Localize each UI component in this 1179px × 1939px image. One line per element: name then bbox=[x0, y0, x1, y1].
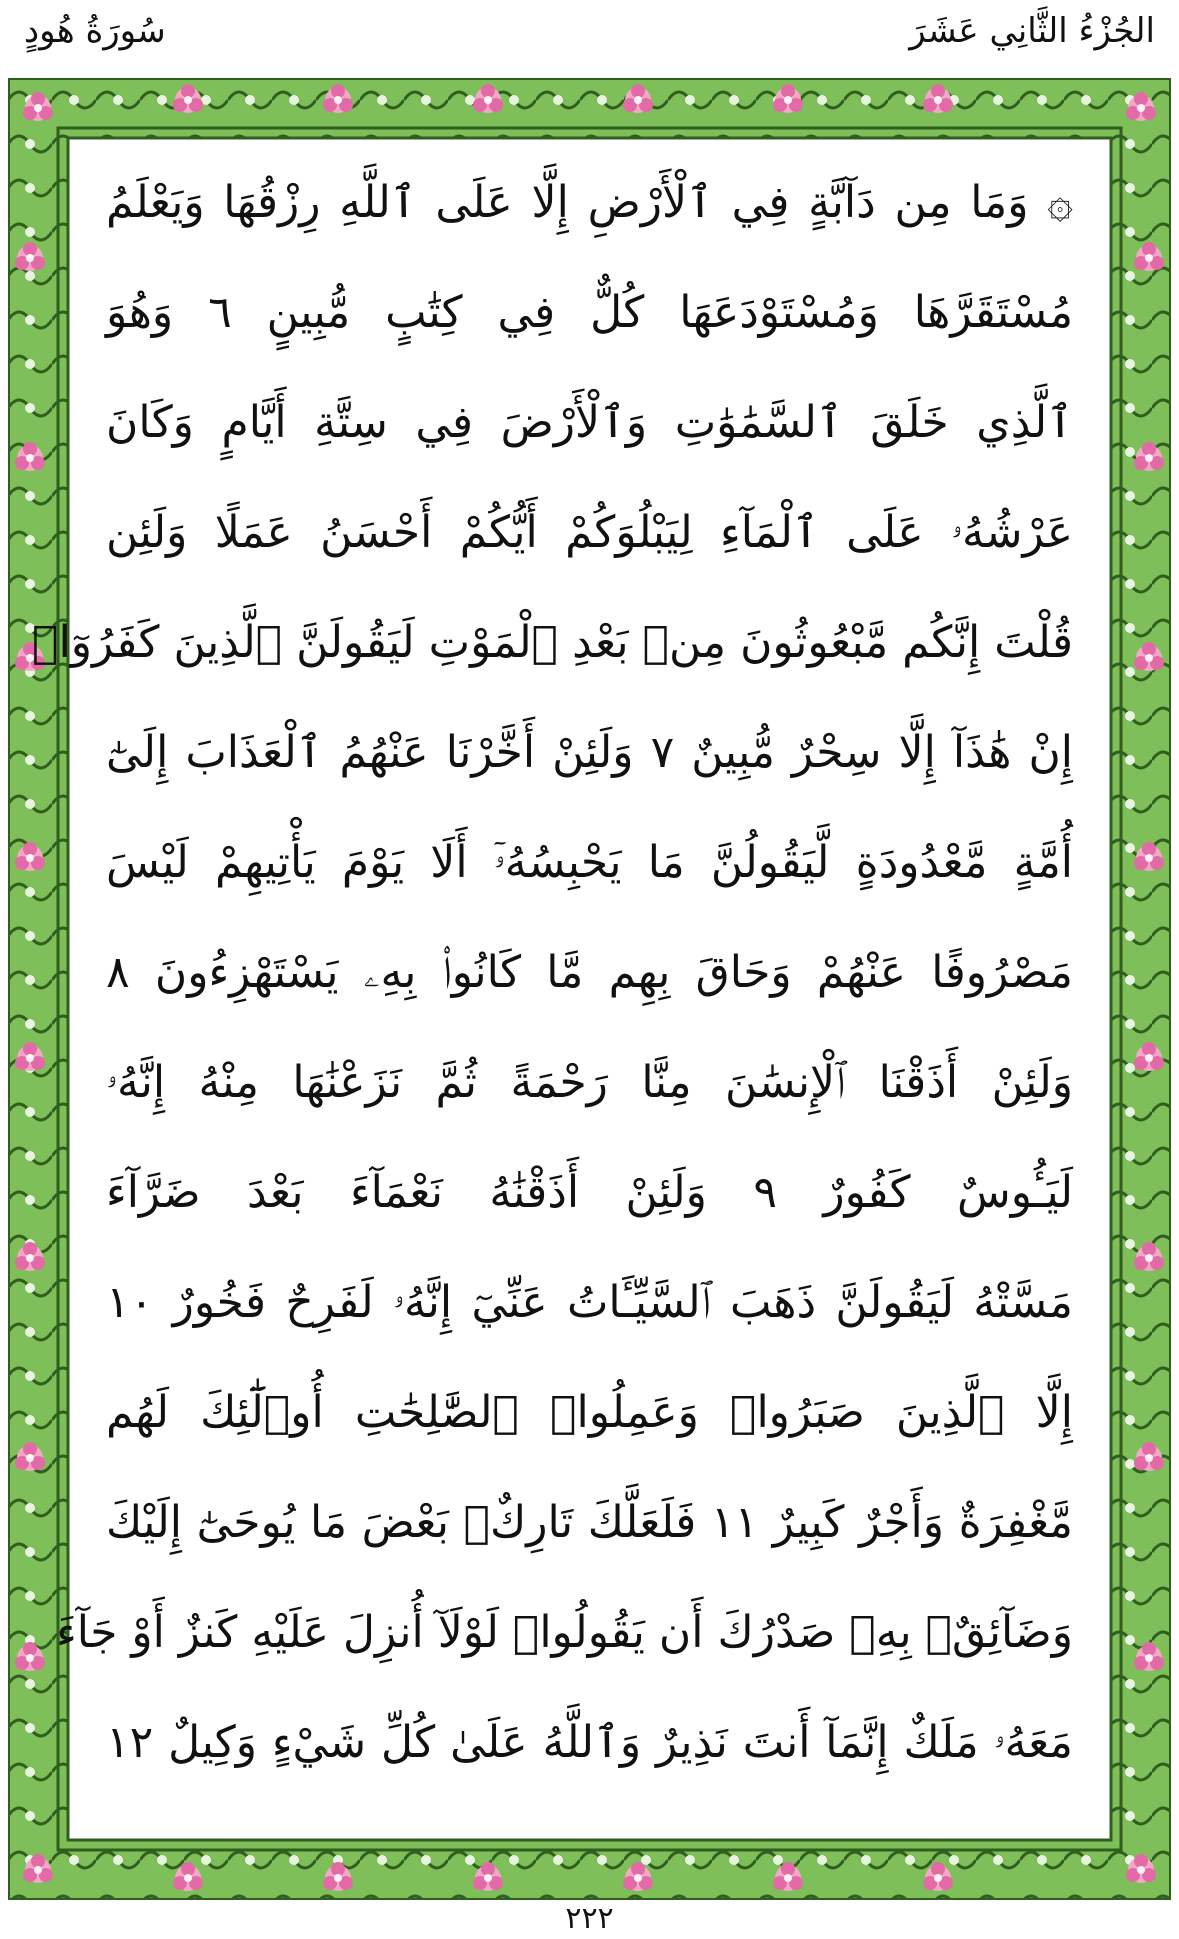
text-line: مَسَّتْهُ لَيَقُولَنَّ ذَهَبَ ٱلسَّيِّـَٔاتُ عَنِّيٓ إِنَّهُۥ لَفَرِحٌ فَخُورٌ ١٠ bbox=[106, 1277, 1073, 1328]
text-line: ۞ وَمَا مِن دَآبَّةٍ فِي ٱلْأَرْضِ إِلَّا عَلَى ٱللَّهِ رِزْقُهَا وَيَعْلَمُ bbox=[106, 177, 1073, 228]
text-line: إِنْ هَٰذَآ إِلَّا سِحْرٌ مُّبِينٌ ٧ وَلَئِنْ أَخَّرْنَا عَنْهُمُ ٱلْعَذَابَ إِلَىٰٓ bbox=[106, 727, 1073, 778]
text-line: أُمَّةٍ مَّعْدُودَةٍ لَّيَقُولُنَّ مَا يَحْبِسُهُۥٓ أَلَا يَوْمَ يَأْتِيهِمْ لَيْسَ bbox=[106, 837, 1073, 888]
text-line: وَلَئِنْ أَذَقْنَا ٱلْإِنسَٰنَ مِنَّا رَحْمَةً ثُمَّ نَزَعْنَٰهَا مِنْهُ إِنَّهُۥ bbox=[106, 1057, 1073, 1108]
text-line: قُلْتَ إِنَّكُم مَّبْعُوثُونَ مِنۢ بَعْدِ ٱلْمَوْتِ لَيَقُولَنَّ ٱلَّذِينَ كَفَرُوٓا۟ bbox=[32, 617, 1073, 668]
page-number: ٢٢٢ bbox=[565, 1901, 614, 1936]
text-line: عَرْشُهُۥ عَلَى ٱلْمَآءِ لِيَبْلُوَكُمْ أَيُّكُمْ أَحْسَنُ عَمَلًا وَلَئِن bbox=[106, 507, 1073, 558]
surah-title: سُورَةُ هُودٍ bbox=[24, 11, 166, 51]
text-line: وَضَآئِقٌۢ بِهِۦ صَدْرُكَ أَن يَقُولُوا۟ لَوْلَآ أُنزِلَ عَلَيْهِ كَنزٌ أَوْ جَآءَ bbox=[56, 1607, 1073, 1658]
text-line: مَعَهُۥ مَلَكٌ إِنَّمَآ أَنتَ نَذِيرٌ وَٱللَّهُ عَلَىٰ كُلِّ شَيْءٍ وَكِيلٌ ١٢ bbox=[106, 1717, 1073, 1768]
text-line: مَّغْفِرَةٌ وَأَجْرٌ كَبِيرٌ ١١ فَلَعَلَّكَ تَارِكٌۢ بَعْضَ مَا يُوحَىٰٓ إِلَيْكَ bbox=[106, 1497, 1073, 1548]
text-line: إِلَّا ٱلَّذِينَ صَبَرُوا۟ وَعَمِلُوا۟ ٱلصَّٰلِحَٰتِ أُو۟لَٰٓئِكَ لَهُم bbox=[106, 1387, 1073, 1438]
quran-text-block bbox=[32, 145, 1109, 1825]
text-line: لَيَـُٔوسٌ كَفُورٌ ٩ وَلَئِنْ أَذَقْنَٰهُ نَعْمَآءَ بَعْدَ ضَرَّآءَ bbox=[106, 1167, 1074, 1218]
text-line: مَصْرُوفًا عَنْهُمْ وَحَاقَ بِهِم مَّا كَانُوا۟ بِهِۦ يَسْتَهْزِءُونَ ٨ bbox=[106, 947, 1073, 998]
juz-title: الجُزْءُ الثَّانِي عَشَرَ bbox=[909, 11, 1155, 51]
text-line: مُسْتَقَرَّهَا وَمُسْتَوْدَعَهَا كُلٌّ فِي كِتَٰبٍ مُّبِينٍ ٦ وَهُوَ bbox=[106, 287, 1074, 338]
text-line: ٱلَّذِي خَلَقَ ٱلسَّمَٰوَٰتِ وَٱلْأَرْضَ فِي سِتَّةِ أَيَّامٍ وَكَانَ bbox=[106, 397, 1073, 448]
